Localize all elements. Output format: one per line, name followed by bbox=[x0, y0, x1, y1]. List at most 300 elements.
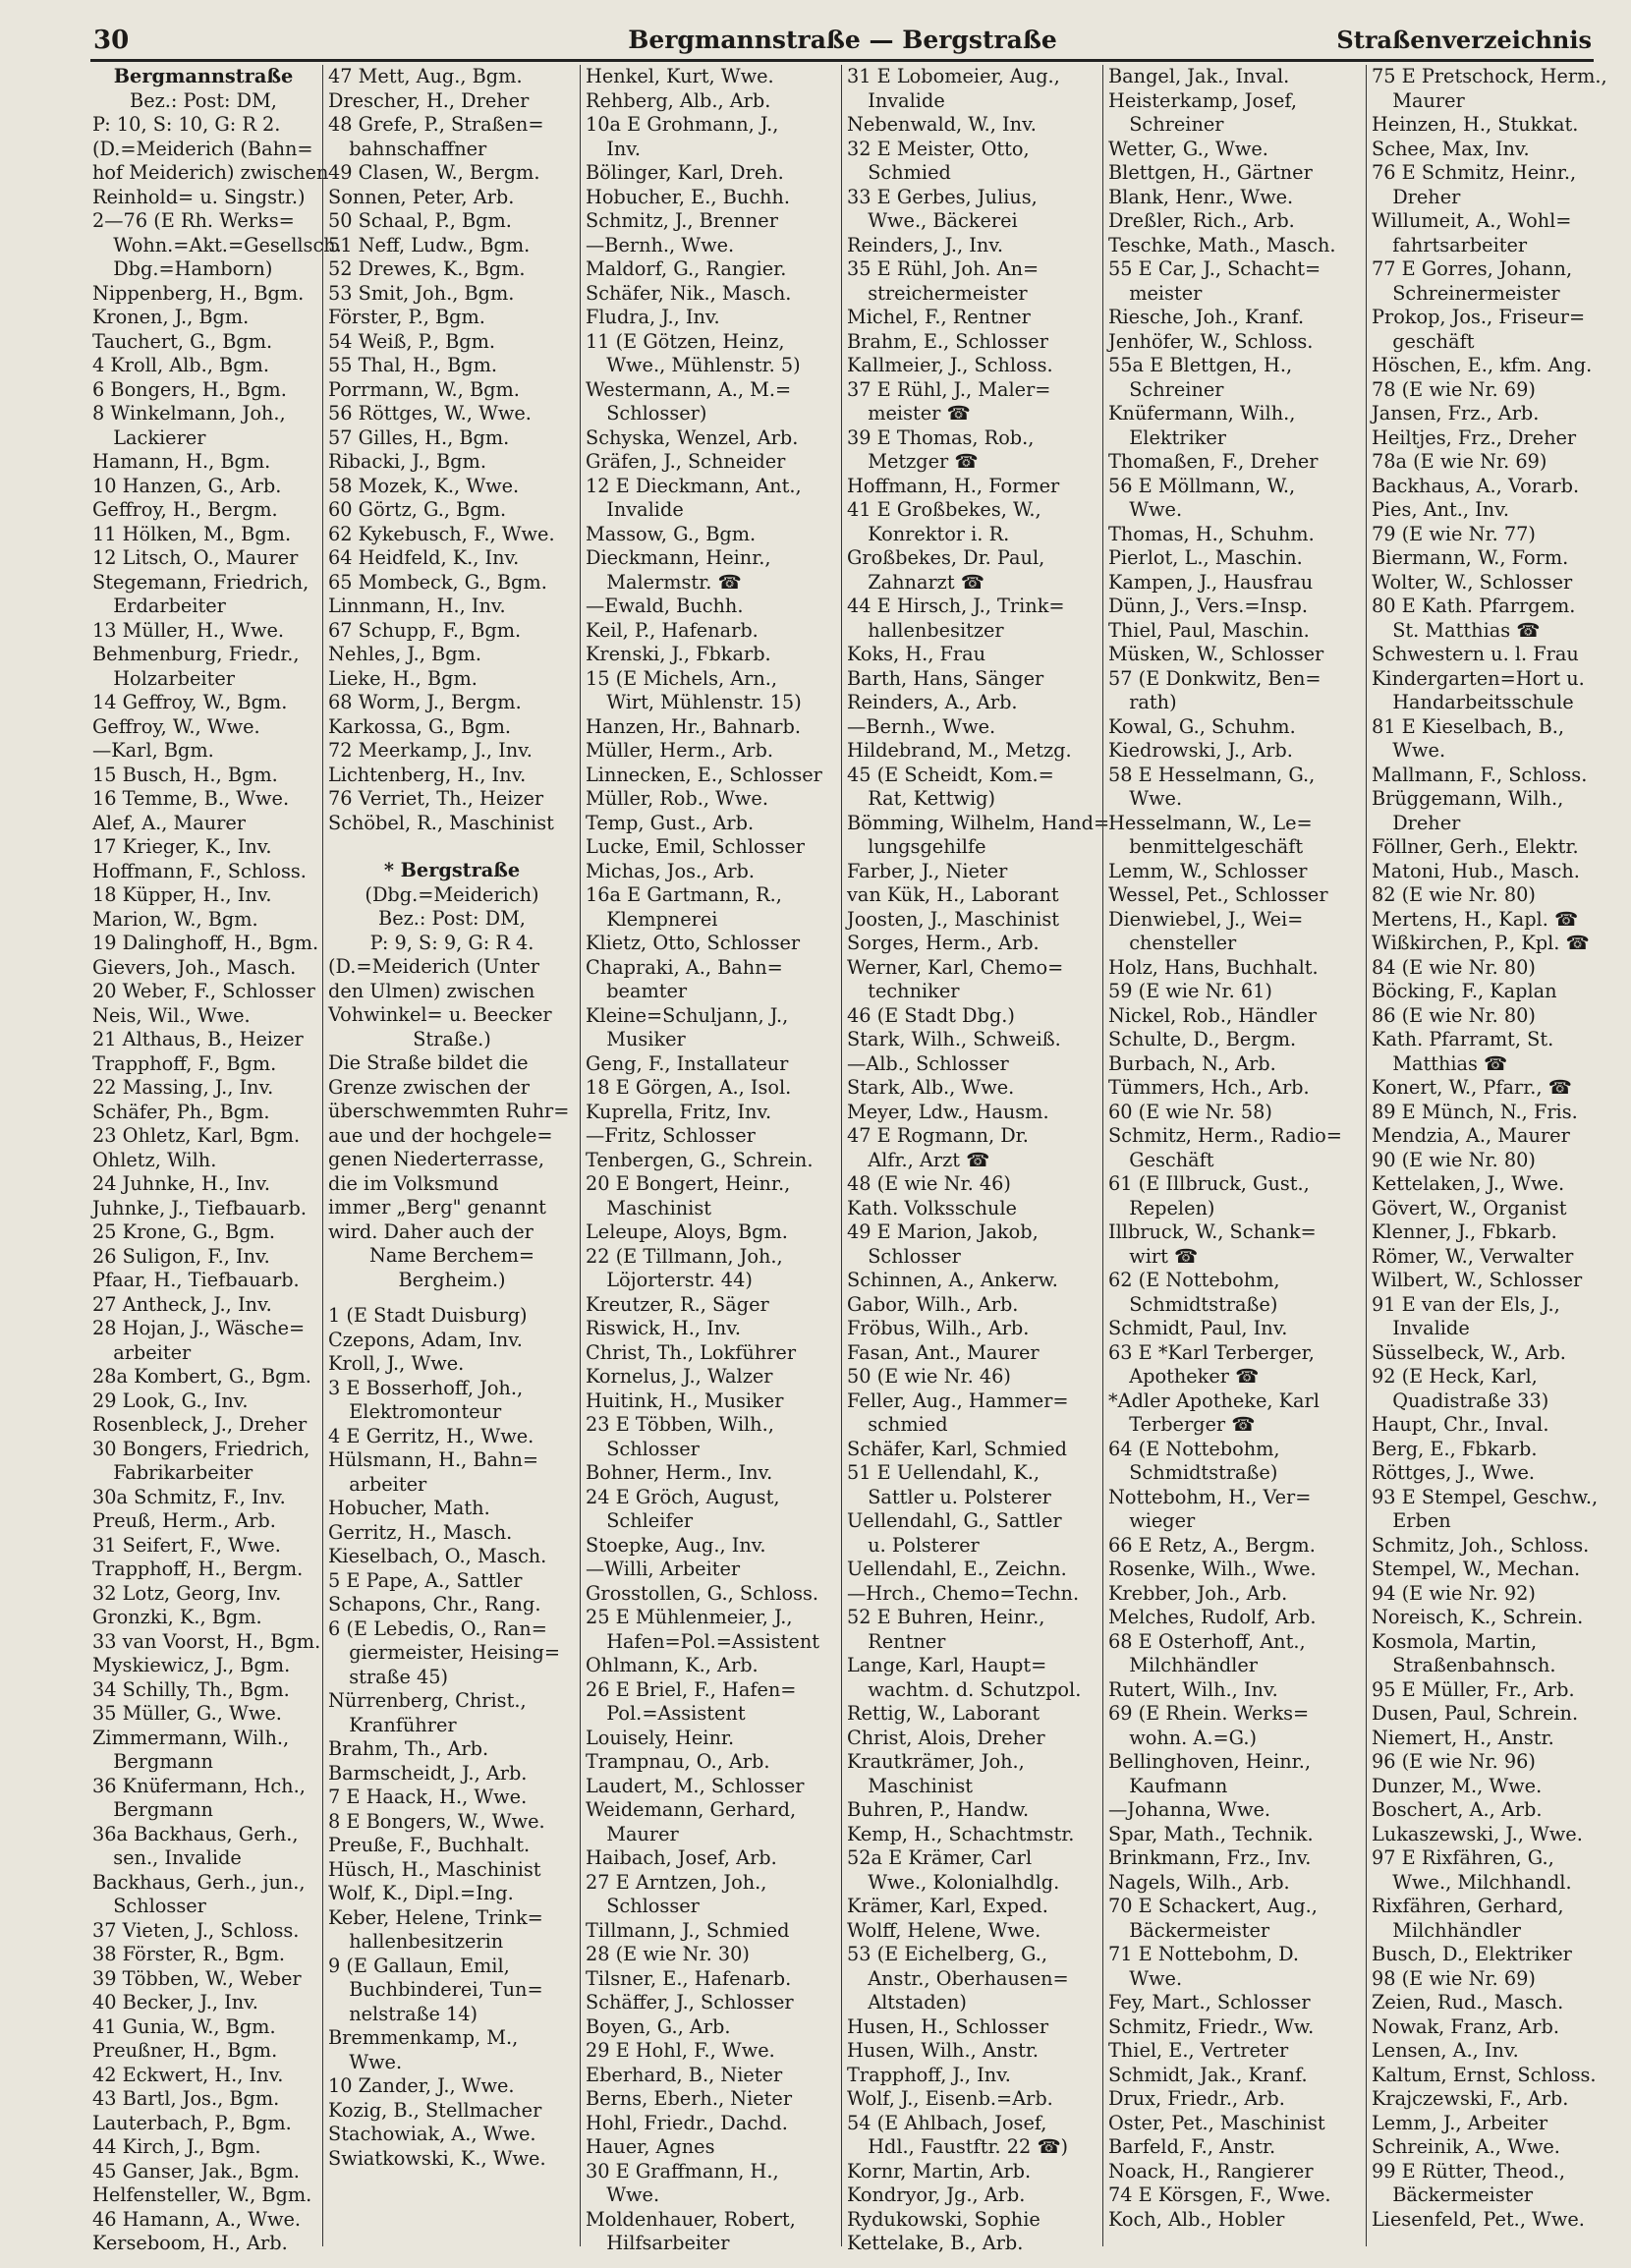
directory-line: bahnschaffner bbox=[349, 137, 487, 160]
directory-line: Schmidtstraße) bbox=[1129, 1292, 1278, 1316]
directory-line: Wwe. bbox=[1129, 1966, 1183, 1990]
directory-line: Rat, Kettwig) bbox=[868, 787, 996, 810]
column-6 bbox=[1372, 65, 1615, 2256]
directory-line: 45 Ganser, Jak., Bgm. bbox=[92, 2159, 300, 2183]
directory-line: Brahm, Th., Arb. bbox=[328, 1737, 489, 1760]
directory-line: Straße.) bbox=[413, 1027, 491, 1050]
directory-line: Melches, Rudolf, Arb. bbox=[1108, 1606, 1317, 1628]
directory-line: Stark, Wilh., Schweiß. bbox=[847, 1028, 1061, 1050]
directory-line: Bäckermeister bbox=[1392, 2183, 1534, 2206]
directory-line: Dreher bbox=[1392, 811, 1461, 834]
directory-line: geschäft bbox=[1392, 329, 1475, 353]
directory-line: Röttges, J., Wwe. bbox=[1372, 1461, 1536, 1484]
directory-line: hallenbesitzer bbox=[868, 618, 1004, 642]
directory-line: 47 E Rogmann, Dr. bbox=[847, 1124, 1029, 1147]
directory-line: 39 Többen, W., Weber bbox=[92, 1966, 302, 1990]
directory-line: Linnmann, H., Inv. bbox=[328, 595, 506, 617]
directory-line: Kath. Volksschule bbox=[847, 1196, 1017, 1219]
directory-line: Rosenbleck, J., Dreher bbox=[92, 1413, 308, 1436]
directory-line: 47 Mett, Aug., Bgm. bbox=[328, 65, 523, 87]
directory-line: Holzarbeiter bbox=[113, 666, 235, 690]
directory-line: Höschen, E., kfm. Ang. bbox=[1372, 354, 1593, 376]
directory-line: Jenhöfer, W., Schloss. bbox=[1108, 329, 1314, 353]
directory-line: 54 (E Ahlbach, Josef, bbox=[847, 2111, 1047, 2134]
directory-line: —Alb., Schlosser bbox=[847, 1051, 1009, 1075]
directory-line: 10 Hanzen, G., Arb. bbox=[92, 474, 282, 497]
directory-line: Farber, J., Nieter bbox=[847, 859, 1008, 882]
directory-line: 30 E Graffmann, H., bbox=[586, 2159, 779, 2183]
directory-line: Rettig, W., Laborant bbox=[847, 1702, 1040, 1725]
directory-line: Schmitz, Herm., Radio= bbox=[1108, 1124, 1342, 1147]
directory-line: 77 E Gorres, Johann, bbox=[1372, 257, 1573, 280]
directory-line: 14 Geffroy, W., Bgm. bbox=[92, 691, 288, 713]
directory-line: Schmitz, Joh., Schloss. bbox=[1372, 1533, 1590, 1557]
directory-line: 11 (E Götzen, Heinz, bbox=[586, 329, 785, 353]
directory-line: Schulte, D., Bergm. bbox=[1108, 1028, 1297, 1050]
directory-line bbox=[328, 1292, 576, 1304]
directory-line: Kallmeier, J., Schloss. bbox=[847, 354, 1053, 376]
directory-line: 39 E Thomas, Rob., bbox=[847, 425, 1035, 449]
header-street-range: Bergmannstraße — Bergstraße bbox=[628, 26, 1057, 54]
directory-line: 51 Neff, Ludw., Bgm. bbox=[328, 233, 531, 256]
directory-line: Barfeld, F., Anstr. bbox=[1108, 2135, 1276, 2158]
directory-line: 86 (E wie Nr. 80) bbox=[1372, 1003, 1536, 1027]
directory-line: Matoni, Hub., Masch. bbox=[1372, 859, 1580, 882]
directory-line: Geffroy, W., Wwe. bbox=[92, 714, 260, 738]
directory-line: Hohl, Friedr., Dachd. bbox=[586, 2111, 788, 2134]
directory-line: 53 (E Eichelberg, G., bbox=[847, 1943, 1047, 1965]
directory-line: 90 (E wie Nr. 80) bbox=[1372, 1148, 1536, 1171]
directory-line: 15 (E Michels, Arn., bbox=[586, 666, 778, 690]
directory-line: Klempnerei bbox=[606, 907, 718, 931]
directory-line: Krebber, Joh., Arb. bbox=[1108, 1581, 1288, 1605]
directory-line: 49 E Marion, Jakob, bbox=[847, 1220, 1039, 1243]
directory-line: Bergmann bbox=[113, 1798, 213, 1821]
directory-line: Kettelake, B., Arb. bbox=[847, 2232, 1024, 2254]
directory-line: Ohletz, Wilh. bbox=[92, 1148, 217, 1171]
directory-line: —Johanna, Wwe. bbox=[1108, 1798, 1270, 1821]
directory-line: Niemert, H., Anstr. bbox=[1372, 1726, 1554, 1749]
directory-line: Bez.: Post: DM, bbox=[378, 907, 526, 930]
directory-line: 97 E Rixfähren, G., bbox=[1372, 1846, 1554, 1869]
directory-line: Heiltjes, Frz., Dreher bbox=[1372, 425, 1577, 449]
column-separator bbox=[1102, 65, 1103, 2246]
directory-line: Kuprella, Fritz, Inv. bbox=[586, 1100, 772, 1123]
directory-line: 92 (E Heck, Karl, bbox=[1372, 1365, 1538, 1388]
directory-line: —Karl, Bgm. bbox=[92, 739, 214, 762]
directory-line: Schwestern u. l. Frau bbox=[1372, 643, 1579, 665]
directory-line: Boyen, G., Arb. bbox=[586, 2014, 731, 2038]
directory-line: 32 E Meister, Otto, bbox=[847, 137, 1030, 160]
directory-line: Schmidt, Jak., Kranf. bbox=[1108, 2063, 1308, 2086]
directory-line: (Dbg.=Meiderich) bbox=[365, 882, 539, 906]
column-5 bbox=[1108, 65, 1362, 2256]
page-header bbox=[93, 26, 1592, 59]
directory-line: 41 Gunia, W., Bgm. bbox=[92, 2014, 276, 2038]
directory-line: Moldenhauer, Robert, bbox=[586, 2207, 796, 2231]
directory-line: Lemm, J., Arbeiter bbox=[1372, 2111, 1548, 2134]
directory-line: 57 (E Donkwitz, Ben= bbox=[1108, 666, 1322, 690]
directory-line: benmittelgeschäft bbox=[1129, 835, 1304, 858]
directory-line: Reinders, J., Inv. bbox=[847, 233, 1004, 256]
directory-line: 40 Becker, J., Inv. bbox=[92, 1991, 258, 2013]
directory-line: Maschinist bbox=[868, 1774, 973, 1797]
directory-line: Terberger ☎ bbox=[1129, 1413, 1256, 1436]
directory-line: Nickel, Rob., Händler bbox=[1108, 1003, 1318, 1027]
directory-line: 37 Vieten, J., Schloss. bbox=[92, 1918, 300, 1942]
directory-line: 19 Dalinghoff, H., Bgm. bbox=[92, 932, 319, 954]
directory-line: Schee, Max, Inv. bbox=[1372, 137, 1530, 160]
directory-line: Thomas, H., Schuhm. bbox=[1108, 522, 1315, 545]
directory-line: 10 Zander, J., Wwe. bbox=[328, 2074, 515, 2097]
directory-line: Berns, Eberh., Nieter bbox=[586, 2087, 793, 2110]
directory-line: Wwe., Mühlenstr. 5) bbox=[606, 354, 801, 376]
directory-line: Sattler u. Polsterer bbox=[868, 1485, 1051, 1508]
directory-line: 12 E Dieckmann, Ant., bbox=[586, 474, 802, 497]
directory-line: Hafen=Pol.=Assistent bbox=[606, 1629, 820, 1653]
directory-line: 44 E Hirsch, J., Trink= bbox=[847, 595, 1065, 617]
directory-line: 94 (E wie Nr. 92) bbox=[1372, 1581, 1536, 1605]
directory-line: Dieckmann, Heinr., bbox=[586, 546, 771, 569]
directory-line: Hesselmann, W., Le= bbox=[1108, 811, 1313, 834]
directory-line: arbeiter bbox=[349, 1472, 427, 1496]
directory-line: Fludra, J., Inv. bbox=[586, 306, 720, 328]
directory-line: Gövert, W., Organist bbox=[1372, 1196, 1567, 1219]
directory-line: Schäffer, J., Schlosser bbox=[586, 1991, 794, 2013]
directory-line: 13 Müller, H., Wwe. bbox=[92, 618, 284, 642]
directory-line: Schmidt, Paul, Inv. bbox=[1108, 1317, 1288, 1339]
directory-line: Mertens, H., Kapl. ☎ bbox=[1372, 907, 1578, 931]
directory-line: Trampnau, O., Arb. bbox=[586, 1750, 770, 1773]
directory-line: Kronen, J., Bgm. bbox=[92, 306, 250, 328]
directory-line: Hauer, Agnes bbox=[586, 2135, 715, 2158]
directory-line: Schlosser bbox=[606, 1895, 700, 1917]
directory-line: Schmitz, Friedr., Ww. bbox=[1108, 2014, 1315, 2038]
column-2 bbox=[328, 65, 576, 2256]
directory-line: Krajczewski, F., Arb. bbox=[1372, 2087, 1569, 2110]
directory-line: Alfr., Arzt ☎ bbox=[868, 1148, 990, 1171]
directory-line: Holz, Hans, Buchhalt. bbox=[1108, 955, 1319, 979]
directory-line: Inv. bbox=[606, 137, 641, 160]
directory-line: Noreisch, K., Schrein. bbox=[1372, 1606, 1584, 1628]
directory-line: 30 Bongers, Friedrich, bbox=[92, 1437, 310, 1460]
directory-line: aue und der hochgele= bbox=[328, 1123, 553, 1147]
directory-line: Anstr., Oberhausen= bbox=[868, 1966, 1069, 1990]
directory-line: Mendzia, A., Maurer bbox=[1372, 1124, 1570, 1147]
directory-line: Handarbeitsschule bbox=[1392, 691, 1574, 713]
directory-line: Gräfen, J., Schneider bbox=[586, 450, 786, 473]
directory-line: 64 Heidfeld, K., Inv. bbox=[328, 546, 520, 569]
directory-line: 99 E Rütter, Theod., bbox=[1372, 2159, 1565, 2183]
directory-line: Burbach, N., Arb. bbox=[1108, 1051, 1276, 1075]
directory-line: Hobucher, Math. bbox=[328, 1497, 490, 1519]
directory-line: 5 E Pape, A., Sattler bbox=[328, 1568, 523, 1592]
directory-line: Oster, Pet., Maschinist bbox=[1108, 2111, 1325, 2134]
directory-line: Stegemann, Friedrich, bbox=[92, 570, 309, 594]
directory-line: Gabor, Wilh., Arb. bbox=[847, 1292, 1019, 1316]
directory-line: 10a E Grohmann, J., bbox=[586, 113, 779, 136]
directory-line: Wwe., Kolonialhdlg. bbox=[868, 1870, 1060, 1894]
directory-line: Schöbel, R., Maschinist bbox=[328, 811, 554, 834]
directory-line: Zimmermann, Wilh., bbox=[92, 1726, 290, 1749]
directory-line: Christ, Alois, Dreher bbox=[847, 1726, 1045, 1749]
directory-line: Biermann, W., Form. bbox=[1372, 546, 1569, 569]
directory-line: Wwe. bbox=[1129, 787, 1183, 810]
directory-line: Müller, Herm., Arb. bbox=[586, 739, 773, 762]
directory-line: Großbekes, Dr. Paul, bbox=[847, 546, 1045, 569]
directory-line: 22 (E Tillmann, Joh., bbox=[586, 1244, 783, 1268]
directory-line: Schinnen, A., Ankerw. bbox=[847, 1269, 1058, 1291]
directory-line: Repelen) bbox=[1129, 1196, 1215, 1219]
directory-line: 16a E Gartmann, R., bbox=[586, 883, 782, 906]
directory-line: Illbruck, W., Schank= bbox=[1108, 1220, 1317, 1243]
directory-line: 63 E *Karl Terberger, bbox=[1108, 1340, 1315, 1364]
directory-line: Matthias ☎ bbox=[1392, 1051, 1508, 1075]
directory-line: Wohn.=Akt.=Gesellsch. bbox=[113, 233, 342, 256]
directory-line: Vohwinkel= u. Beecker bbox=[328, 1003, 552, 1026]
directory-line: Liesenfeld, Pet., Wwe. bbox=[1372, 2207, 1585, 2231]
directory-line: Wwe. bbox=[1129, 498, 1183, 521]
directory-line: Hobucher, E., Buchh. bbox=[586, 185, 790, 208]
directory-line: 50 (E wie Nr. 46) bbox=[847, 1365, 1011, 1388]
street-heading: Bergmannstraße bbox=[113, 65, 294, 87]
directory-line: 75 E Pretschock, Herm., bbox=[1372, 65, 1607, 87]
directory-line: Joosten, J., Maschinist bbox=[847, 907, 1060, 931]
directory-line: Alef, A., Maurer bbox=[92, 811, 247, 834]
directory-line: 55a E Blettgen, H., bbox=[1108, 354, 1293, 376]
directory-line: 72 Meerkamp, J., Inv. bbox=[328, 739, 533, 762]
directory-line: Wolf, J., Eisenb.=Arb. bbox=[847, 2087, 1053, 2110]
directory-line: Müller, Rob., Wwe. bbox=[586, 787, 768, 810]
directory-line: Massow, G., Bgm. bbox=[586, 522, 757, 545]
directory-line: Sorges, Herm., Arb. bbox=[847, 932, 1040, 954]
directory-line: 56 Röttges, W., Wwe. bbox=[328, 402, 532, 425]
directory-line: Schlosser) bbox=[606, 402, 707, 425]
directory-line: —Willi, Arbeiter bbox=[586, 1558, 741, 1580]
directory-line: 28a Kombert, G., Bgm. bbox=[92, 1365, 311, 1388]
directory-line: Geng, F., Installateur bbox=[586, 1051, 789, 1075]
directory-line: 20 Weber, F., Schlosser bbox=[92, 980, 315, 1002]
directory-line: 21 Althaus, B., Heizer bbox=[92, 1028, 304, 1050]
directory-line: Dunzer, M., Wwe. bbox=[1372, 1774, 1543, 1797]
directory-line: Bäckermeister bbox=[1129, 1918, 1270, 1942]
directory-line: Buchbinderei, Tun= bbox=[349, 1978, 543, 2001]
directory-line: Henkel, Kurt, Wwe. bbox=[586, 65, 774, 87]
directory-line: Maurer bbox=[606, 1822, 679, 1845]
directory-line: Prokop, Jos., Friseur= bbox=[1372, 306, 1586, 328]
directory-line: 36a Backhaus, Gerh., bbox=[92, 1822, 299, 1845]
directory-line: —Bernh., Wwe. bbox=[847, 714, 996, 738]
directory-line: Schmitz, J., Brenner bbox=[586, 209, 778, 232]
directory-line: 89 E Münch, N., Fris. bbox=[1372, 1100, 1578, 1123]
directory-line: P: 9, S: 9, G: R 4. bbox=[369, 931, 534, 954]
directory-line: Backhaus, Gerh., jun., bbox=[92, 1870, 306, 1894]
directory-line: Straßenbahnsch. bbox=[1392, 1654, 1556, 1676]
directory-line: Backhaus, A., Vorarb. bbox=[1372, 474, 1580, 497]
directory-line: Tillmann, J., Schmied bbox=[586, 1918, 790, 1942]
directory-line: Reinders, A., Arb. bbox=[847, 691, 1018, 713]
directory-line: Milchhändler bbox=[1129, 1654, 1258, 1676]
directory-line: 91 E van der Els, J., bbox=[1372, 1292, 1560, 1316]
directory-line: Hamann, H., Bgm. bbox=[92, 450, 271, 473]
directory-line: Wetter, G., Wwe. bbox=[1108, 137, 1268, 160]
directory-line: 78 (E wie Nr. 69) bbox=[1372, 377, 1536, 401]
directory-line: 34 Schilly, Th., Bgm. bbox=[92, 1677, 290, 1701]
directory-line: Rutert, Wilh., Inv. bbox=[1108, 1677, 1278, 1701]
directory-line: 56 E Möllmann, W., bbox=[1108, 474, 1296, 497]
directory-line: —Ewald, Buchh. bbox=[586, 595, 744, 617]
directory-line: den Ulmen) zwischen bbox=[328, 979, 535, 1002]
directory-line: 59 (E wie Nr. 61) bbox=[1108, 980, 1272, 1002]
directory-line: arbeiter bbox=[113, 1340, 192, 1364]
directory-line: 49 Clasen, W., Bergm. bbox=[328, 161, 540, 184]
column-1 bbox=[92, 65, 342, 2256]
directory-line: Schäfer, Ph., Bgm. bbox=[92, 1100, 270, 1123]
directory-line: Gievers, Joh., Masch. bbox=[92, 955, 297, 979]
directory-line: Müsken, W., Schlosser bbox=[1108, 643, 1324, 665]
directory-line: Wißkirchen, P., Kpl. ☎ bbox=[1372, 932, 1590, 954]
directory-line: 48 (E wie Nr. 46) bbox=[847, 1172, 1011, 1195]
directory-line: 26 E Briel, F., Hafen= bbox=[586, 1677, 797, 1701]
directory-line: Ohlmann, K., Arb. bbox=[586, 1654, 759, 1676]
directory-line: Uellendahl, G., Sattler bbox=[847, 1509, 1062, 1532]
directory-line: Thomaßen, F., Dreher bbox=[1108, 450, 1319, 473]
directory-line: 26 Suligon, F., Inv. bbox=[92, 1244, 270, 1268]
directory-line: Lukaszewski, J., Wwe. bbox=[1372, 1822, 1583, 1845]
directory-line: Wwe. bbox=[349, 2050, 403, 2073]
directory-line: 64 (E Nottebohm, bbox=[1108, 1437, 1280, 1460]
directory-line: 37 E Rühl, J., Maler= bbox=[847, 377, 1051, 401]
directory-line: Krämer, Karl, Exped. bbox=[847, 1895, 1048, 1917]
directory-line: 7 E Haack, H., Wwe. bbox=[328, 1786, 528, 1808]
directory-line: Hilfsarbeiter bbox=[606, 2232, 730, 2254]
directory-line: Metzger ☎ bbox=[868, 450, 979, 473]
directory-line: streichermeister bbox=[868, 281, 1028, 305]
directory-line: Klenner, J., Fbkarb. bbox=[1372, 1220, 1557, 1243]
directory-line: van Kük, H., Laborant bbox=[847, 883, 1059, 906]
directory-line: Invalide bbox=[868, 88, 945, 112]
directory-line: P: 10, S: 10, G: R 2. bbox=[92, 113, 281, 136]
directory-line: 11 Hölken, M., Bgm. bbox=[92, 522, 292, 545]
directory-line: 46 (E Stadt Dbg.) bbox=[847, 1003, 1015, 1027]
directory-line: chensteller bbox=[1129, 932, 1237, 954]
directory-line: Trapphoff, H., Bergm. bbox=[92, 1558, 304, 1580]
directory-line: 4 Kroll, Alb., Bgm. bbox=[92, 354, 269, 376]
directory-line: Rentner bbox=[868, 1629, 946, 1653]
directory-line: Invalide bbox=[606, 498, 684, 521]
directory-line: Geffroy, H., Bergm. bbox=[92, 498, 278, 521]
directory-line: Reinhold= u. Singstr.) bbox=[92, 185, 306, 208]
directory-line: 36 Knüfermann, Hch., bbox=[92, 1774, 306, 1797]
directory-line: Schapons, Chr., Rang. bbox=[328, 1593, 541, 1616]
directory-line: Preuße, F., Buchhalt. bbox=[328, 1834, 531, 1856]
directory-line: 29 E Hohl, F., Wwe. bbox=[586, 2039, 775, 2062]
directory-line: St. Matthias ☎ bbox=[1392, 618, 1541, 642]
directory-line: Thiel, E., Vertreter bbox=[1108, 2039, 1289, 2062]
directory-line: Musiker bbox=[606, 1028, 686, 1050]
directory-line: Kreutzer, R., Säger bbox=[586, 1292, 769, 1316]
directory-line: Pies, Ant., Inv. bbox=[1372, 498, 1509, 521]
directory-line: Rehberg, Alb., Arb. bbox=[586, 88, 771, 112]
directory-line: Busch, D., Elektriker bbox=[1372, 1943, 1572, 1965]
directory-line: Koks, H., Frau bbox=[847, 643, 986, 665]
directory-line: 44 Kirch, J., Bgm. bbox=[92, 2135, 261, 2158]
directory-line: Barmscheidt, J., Arb. bbox=[328, 1761, 528, 1785]
directory-line: Pol.=Assistent bbox=[606, 1702, 746, 1725]
directory-line: Spar, Math., Technik. bbox=[1108, 1822, 1314, 1845]
directory-line: Boschert, A., Arb. bbox=[1372, 1798, 1543, 1821]
directory-line: genen Niederterrasse, bbox=[328, 1148, 544, 1170]
directory-line: 9 (E Gallaun, Emil, bbox=[328, 1954, 510, 1977]
directory-line: immer „Berg" genannt bbox=[328, 1196, 546, 1219]
directory-line: —Bernh., Wwe. bbox=[586, 233, 735, 256]
directory-line: 3 E Bosserhoff, Joh., bbox=[328, 1376, 524, 1399]
directory-line: Lensen, A., Inv. bbox=[1372, 2039, 1519, 2062]
directory-line: Hdl., Faustftr. 22 ☎) bbox=[868, 2135, 1068, 2158]
directory-line: Bangel, Jak., Inval. bbox=[1108, 65, 1290, 87]
directory-line: —Hrch., Chemo=Techn. bbox=[847, 1581, 1080, 1605]
directory-line: 96 (E wie Nr. 96) bbox=[1372, 1750, 1536, 1773]
directory-line: Keil, P., Hafenarb. bbox=[586, 618, 759, 642]
directory-line: 95 E Müller, Fr., Arb. bbox=[1372, 1677, 1575, 1701]
directory-line: Hoffmann, F., Schloss. bbox=[92, 859, 307, 882]
directory-line: Maschinist bbox=[606, 1196, 711, 1219]
directory-line: Stachowiak, A., Wwe. bbox=[328, 2123, 536, 2145]
directory-line: Kindergarten=Hort u. bbox=[1372, 666, 1585, 690]
directory-line: 8 Winkelmann, Joh., bbox=[92, 402, 286, 425]
directory-line: Brahm, E., Schlosser bbox=[847, 329, 1048, 353]
page-number: 30 bbox=[93, 26, 130, 55]
directory-line: Dienwiebel, J., Wei= bbox=[1108, 907, 1304, 931]
directory-line: Willumeit, A., Wohl= bbox=[1372, 209, 1572, 232]
directory-line: 23 Ohletz, Karl, Bgm. bbox=[92, 1124, 301, 1147]
directory-line: Nebenwald, W., Inv. bbox=[847, 113, 1037, 136]
directory-line: Riesche, Joh., Kranf. bbox=[1108, 306, 1305, 328]
directory-line: Milchhändler bbox=[1392, 1918, 1521, 1942]
directory-line: Erdarbeiter bbox=[113, 595, 226, 617]
directory-line: Lichtenberg, H., Inv. bbox=[328, 763, 527, 786]
directory-line: Myskiewicz, J., Bgm. bbox=[92, 1654, 291, 1676]
directory-line: Kiedrowski, J., Arb. bbox=[1108, 739, 1293, 762]
directory-line: Trapphoff, J., Inv. bbox=[847, 2063, 1011, 2086]
directory-line: Helfensteller, W., Bgm. bbox=[92, 2183, 312, 2206]
directory-line: 61 (E Illbruck, Gust., bbox=[1108, 1172, 1310, 1195]
directory-line: Löjorterstr. 44) bbox=[606, 1269, 753, 1291]
directory-line: Bellinghoven, Heinr., bbox=[1108, 1750, 1312, 1773]
directory-line: Wirt, Mühlenstr. 15) bbox=[606, 691, 802, 713]
directory-line: Kornelus, J., Walzer bbox=[586, 1365, 773, 1388]
directory-line: 52a E Krämer, Carl bbox=[847, 1846, 1033, 1869]
directory-line: 54 Weiß, P., Bgm. bbox=[328, 329, 495, 353]
directory-line: Kaufmann bbox=[1129, 1774, 1228, 1797]
directory-line: lungsgehilfe bbox=[868, 835, 986, 858]
directory-line: 58 E Hesselmann, G., bbox=[1108, 763, 1316, 786]
directory-line: Hildebrand, M., Metzg. bbox=[847, 739, 1072, 762]
directory-line: Riswick, H., Inv. bbox=[586, 1317, 741, 1339]
directory-line: 6 Bongers, H., Bgm. bbox=[92, 377, 287, 401]
directory-line: Christ, Th., Lokführer bbox=[586, 1340, 797, 1364]
directory-line: Nowak, Franz, Arb. bbox=[1372, 2014, 1559, 2038]
directory-line: Leleupe, Aloys, Bgm. bbox=[586, 1220, 788, 1243]
directory-line: (D.=Meiderich (Bahn= bbox=[92, 137, 313, 160]
directory-line: Kath. Pfarramt, St. bbox=[1372, 1028, 1554, 1050]
directory-line: Süsselbeck, W., Arb. bbox=[1372, 1340, 1566, 1364]
directory-line: Marion, W., Bgm. bbox=[92, 907, 258, 931]
directory-line: Geschäft bbox=[1129, 1148, 1214, 1171]
directory-line: 25 Krone, G., Bgm. bbox=[92, 1220, 276, 1243]
directory-line: Juhnke, J., Tiefbauarb. bbox=[92, 1196, 307, 1219]
directory-line: wachtm. d. Schutzpol. bbox=[868, 1677, 1082, 1701]
